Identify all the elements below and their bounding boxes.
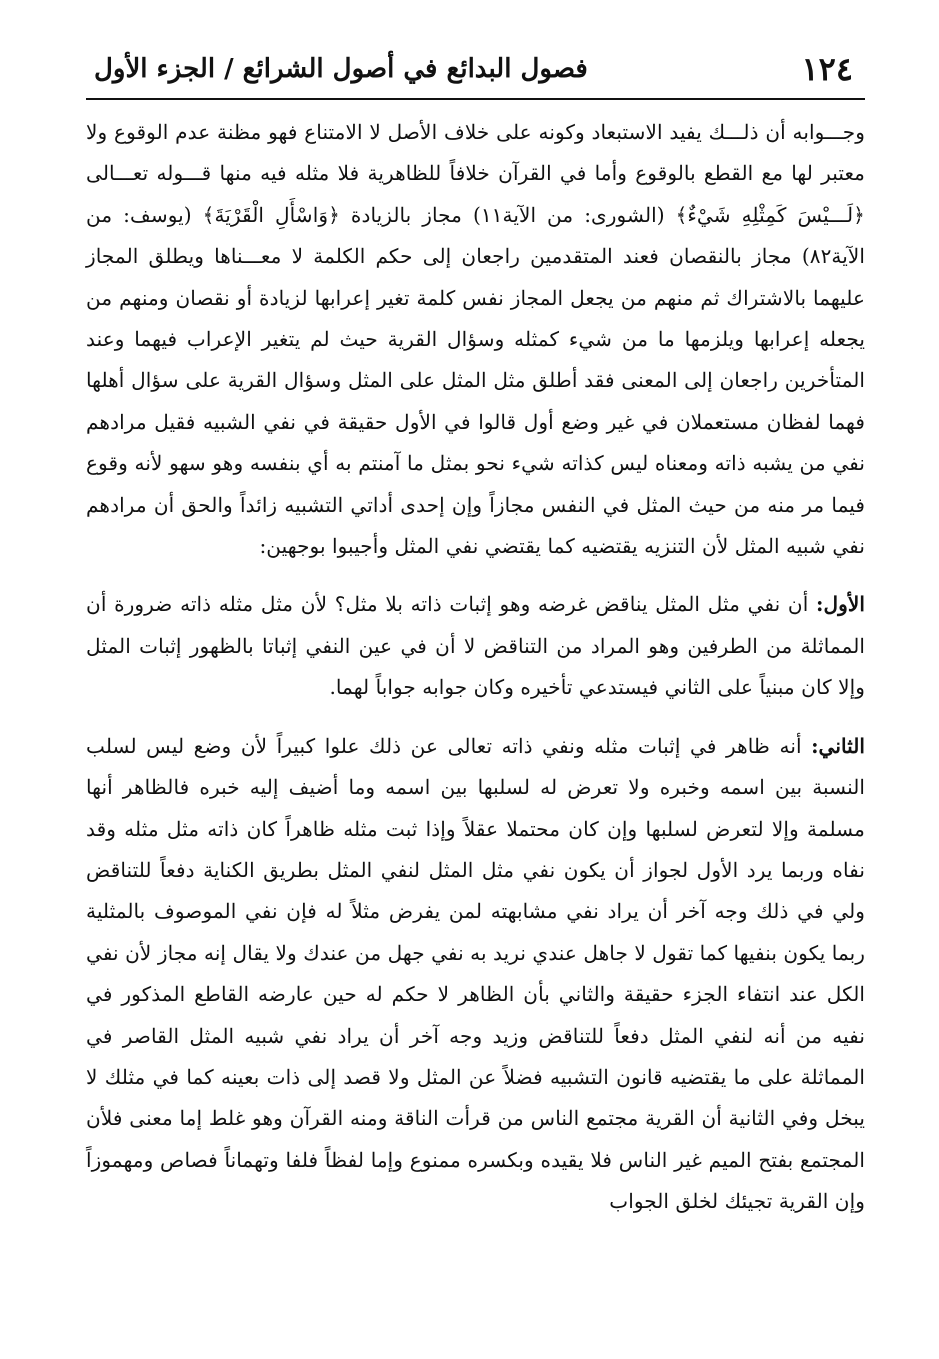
header-divider: [86, 98, 865, 100]
running-title: فصول البدائع في أصول الشرائع / الجزء الأول: [94, 54, 588, 84]
paragraph-lead: الأول:: [816, 592, 865, 617]
paragraph-second-response: [86, 726, 865, 1223]
paragraph-text: وجـــوابه أن ذلـــك يفيد الاستبعاد وكونه على خلاف الأصل لا الامتناع فهو مظنة عدم الوقوع ولا معتبر لها مع القطع بالوقوع وأما في القرآن خلافاً للظاهرية فلا مثله فيه منها قـــوله تعـــالى ﴿لَـــيْسَ كَمِثْلِهِ شَيْءٌ﴾ (الشورى: من الآية١١) مجاز بالزيادة ﴿وَاسْأَلِ الْقَرْيَةَ﴾ (يوسف: من الآية٨٢) مجاز بالنقصان فعند المتقدمين راجعان إلى حكم الكلمة لا معـــناها ويطلق المجاز عليهما بالاشتراك ثم منهم من يجعل المجاز نفس كلمة تغير إعرابها لزيادة أو نقصان ومنهم من يجعله إعرابها ويلزمها ما من شيء كمثله وسؤال القرية حيث لم يتغير الإعراب فيهما وعند المتأخرين راجعان إلى المعنى فقد أطلق مثل المثل على المثل وسؤال القرية على سؤال أهلها فهما لفظان مستعملان في غير وضع أول قالوا في الأول حقيقة في نفي الشبيه فقيل مرادهم نفي من يشبه ذاته ومعناه ليس كذاته شيء نحو بمثل ما آمنتم به أي بنفسه وهو سهو لأنه وقوع فيما مر منه من حيث المثل في النفس مجازاً وإن إحدى أداتي التشبيه زائداً والحق أن مرادهم نفي شبيه المثل لأن التنزيه يقتضيه كما يقتضي نفي المثل وأجيبوا بوجهين:: [86, 120, 865, 559]
page-header: [86, 48, 865, 94]
paragraph-answer: [86, 112, 865, 567]
paragraph-lead: الثاني:: [811, 733, 865, 758]
paragraph-text: أنه ظاهر في إثبات مثله ونفي ذاته تعالى عن ذلك علوا كبيراً لأن وضع ليس لسلب النسبة بين اسمه وخبره ولا تعرض له لسلبها بين اسمه وما أضيف إليه خبره فالظاهر أنها مسلمة وإلا لتعرض لسلبها وإن كان محتملا عقلاً وإذا ثبت مثله ظاهراً كان ذاته مثل مثله وقد نفاه وربما يرد الأول لجواز أن يكون نفي مثل المثل لنفي المثل بطريق الكناية دفعاً للتناقض ولي في ذلك وجه آخر أن يراد نفي مشابهته لمن يفرض مثلاً له فإن نفي الموصوف بالمثلية ربما يكون بنفيها كما تقول لا جاهل عندي نريد به نفي جهل من عندك ولا يقال إنه مجاز لأن نفي الكل عند انتفاء الجزء حقيقة والثاني بأن الظاهر لا حكم له حين عارضه القاطع المذكور في نفيه من أنه لنفي المثل دفعاً للتناقض وزيد وجه آخر أن يراد نفي شبيه المثل القاصر في المماثلة على ما يقتضيه قانون التشبيه فضلاً عن المثل ولا قصد إلى ذات بعينه كما في مثلك لا يبخل وفي الثانية أن القرية مجتمع الناس من قرأت الناقة ومنه القرآن وهو غلط إما معنى فلأن المجتمع بفتح الميم غير الناس فلا يقيده وبكسره ممنوع وإما لفظاً فلفا وتهماناً فصاص ومهموزاً وإن القرية تجيئك لخلق الجواب: [86, 733, 865, 1214]
paragraph-text: أن نفي مثل المثل يناقض غرضه وهو إثبات ذاته بلا مثل؟ لأن مثل مثله ذاته ضرورة أن المماثلة من الطرفين وهو المراد من التناقض لا أن في عين النفي إثباتا بالظهور إثبات المثل وإلا كان مبنياً على الثاني فيستدعي تأخيره وكان جوابه جواباً لهما.: [86, 592, 865, 700]
page-body: [86, 112, 865, 1223]
paragraph-gap: [86, 567, 865, 584]
paragraph-first-response: [86, 584, 865, 708]
paragraph-gap: [86, 709, 865, 726]
page-number: ١٢٤: [801, 50, 853, 88]
